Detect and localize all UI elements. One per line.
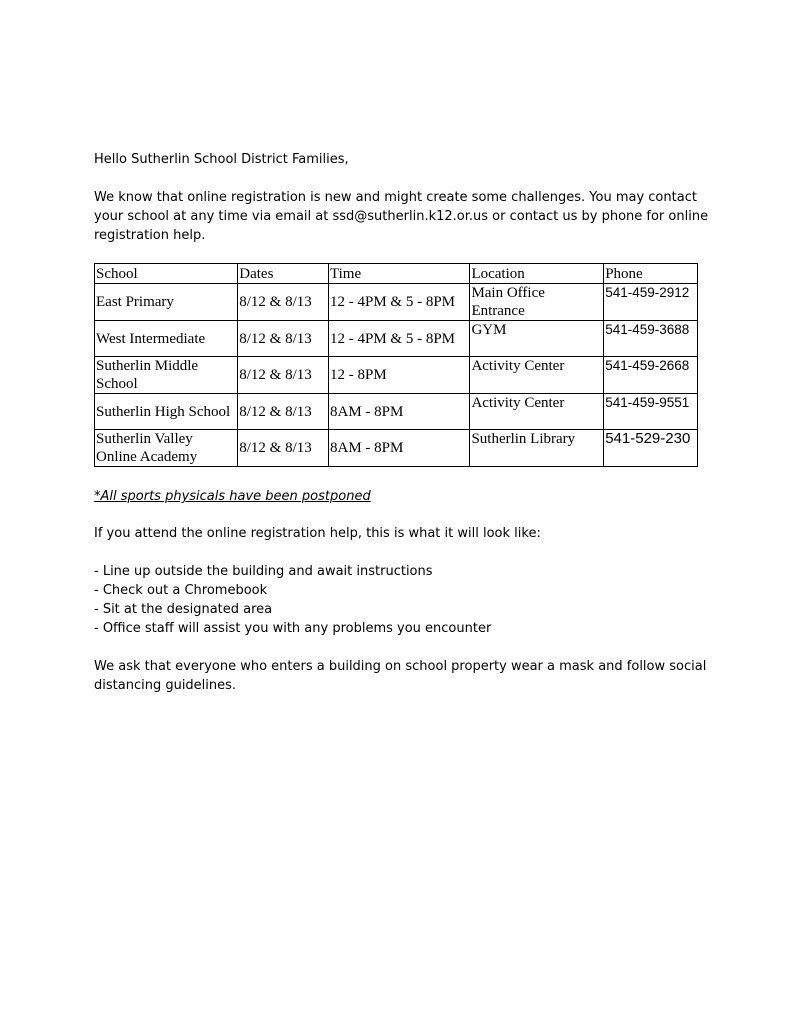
cell-dates: 8/12 & 8/13 xyxy=(238,321,329,357)
cell-dates: 8/12 & 8/13 xyxy=(238,394,329,430)
cell-school: Sutherlin Valley Online Academy xyxy=(95,430,238,467)
header-location: Location xyxy=(470,264,604,284)
cell-dates: 8/12 & 8/13 xyxy=(238,430,329,467)
cell-location: GYM xyxy=(470,321,604,357)
cell-location: Sutherlin Library xyxy=(470,430,604,467)
cell-school: East Primary xyxy=(95,284,238,321)
cell-time: 12 - 4PM & 5 - 8PM xyxy=(329,284,470,321)
steps-list xyxy=(94,562,714,638)
cell-school: Sutherlin Middle School xyxy=(95,357,238,394)
cell-phone: 541-459-9551 xyxy=(604,394,698,430)
cell-school: Sutherlin High School xyxy=(95,394,238,430)
list-item: - Sit at the designated area xyxy=(94,602,273,617)
cell-phone: 541-459-2668 xyxy=(604,357,698,394)
header-time: Time xyxy=(329,264,470,284)
cell-time: 12 - 4PM & 5 - 8PM xyxy=(329,321,470,357)
table-row xyxy=(95,394,698,430)
cell-time: 8AM - 8PM xyxy=(329,394,470,430)
list-item: - Check out a Chromebook xyxy=(94,583,268,598)
cell-dates: 8/12 & 8/13 xyxy=(238,284,329,321)
list-item: - Office staff will assist you with any problems you encounter xyxy=(94,621,492,636)
intro-paragraph: We know that online registration is new and might create some challenges. You may contact your school at any time via email at ssd@sutherlin.k12.or.us or contact us by phone for online registration help. xyxy=(94,190,709,243)
header-dates: Dates xyxy=(238,264,329,284)
header-school: School xyxy=(95,264,238,284)
list-item: - Line up outside the building and await instructions xyxy=(94,564,433,579)
closing-paragraph: We ask that everyone who enters a building on school property wear a mask and follow social distancing guidelines. xyxy=(94,659,707,693)
cell-location: Main Office Entrance xyxy=(470,284,604,321)
table-row xyxy=(95,284,698,321)
table-header-row xyxy=(95,264,698,284)
cell-location: Activity Center xyxy=(470,357,604,394)
help-intro: If you attend the online registration help, this is what it will look like: xyxy=(94,526,541,541)
sports-physicals-note: *All sports physicals have been postponed xyxy=(94,489,371,504)
header-phone: Phone xyxy=(604,264,698,284)
letter-page xyxy=(94,150,714,695)
greeting: Hello Sutherlin School District Families, xyxy=(94,152,349,167)
cell-time: 12 - 8PM xyxy=(329,357,470,394)
cell-school: West Intermediate xyxy=(95,321,238,357)
cell-phone: 541-529-230 xyxy=(604,430,698,467)
cell-phone: 541-459-2912 xyxy=(604,284,698,321)
table-row xyxy=(95,357,698,394)
cell-phone: 541-459-3688 xyxy=(604,321,698,357)
cell-dates: 8/12 & 8/13 xyxy=(238,357,329,394)
cell-time: 8AM - 8PM xyxy=(329,430,470,467)
cell-location: Activity Center xyxy=(470,394,604,430)
table-row xyxy=(95,321,698,357)
table-row xyxy=(95,430,698,467)
registration-schedule-table xyxy=(94,263,698,467)
